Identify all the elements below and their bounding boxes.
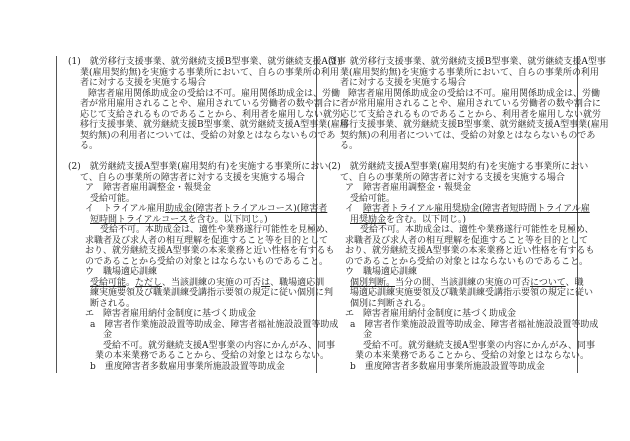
text-line bbox=[85, 236, 328, 247]
text-segment: る。 bbox=[340, 141, 359, 151]
text-line bbox=[350, 299, 431, 310]
underlined-text: 受給可能 bbox=[90, 277, 127, 288]
text-line bbox=[355, 351, 589, 362]
text-segment: 業(雇用契約無)を実施する事業所において、自らの事業所の利用 bbox=[80, 67, 339, 78]
text-line bbox=[85, 204, 327, 215]
text-line bbox=[68, 57, 346, 68]
text-segment: て、自らの事業所の障害者に対する支援を実施する場合 bbox=[80, 172, 305, 183]
text-line bbox=[345, 309, 516, 320]
text-segment: 移行支援事業、就労継続支援B型事業、就労継続支援A型事業(雇用 bbox=[340, 120, 609, 130]
text-line bbox=[90, 215, 268, 226]
text-segment: 受給不可。就労継続支援A型事業の内容にかんがみ、同事 bbox=[363, 340, 596, 351]
text-line bbox=[85, 257, 328, 268]
text-line bbox=[345, 246, 595, 257]
text-segment: (1) 就労移行支援事業、就労継続支援B型事業、就労継続支援A型事 bbox=[68, 57, 346, 67]
text-segment: 受給不可。本助成金は、適性や業務遂行可能性を見極め、 bbox=[360, 225, 594, 235]
text-line bbox=[340, 120, 609, 131]
text-segment: b 重度障害者多数雇用事業所施設設置等助成金 bbox=[350, 361, 545, 372]
text-segment: 断される。 bbox=[90, 298, 136, 309]
text-segment: (2) 就労継続支援A型事業(雇用契約有)を実施する事業所におい bbox=[68, 162, 329, 172]
text-line bbox=[80, 110, 341, 121]
text-segment: を含む。以下同じ。) bbox=[386, 214, 467, 225]
text-segment: て、自らの事業所の障害者に対する支援を実施する場合 bbox=[340, 172, 565, 183]
text-line bbox=[340, 131, 595, 142]
text-line bbox=[90, 194, 135, 205]
text-segment: 業の本来業務であることから、受給の対象とはならない。 bbox=[355, 351, 590, 361]
underlined-text: (障害者トライアルコース)(障害者 bbox=[192, 204, 328, 214]
text-segment: 者に対する支援を実施する場合 bbox=[80, 78, 207, 88]
text-segment: ア 障害者雇用調整金・報奨金 bbox=[85, 183, 212, 193]
text-line bbox=[363, 330, 372, 341]
text-line bbox=[348, 89, 600, 100]
text-segment: ア 障害者雇用調整金・報奨金 bbox=[345, 183, 472, 193]
text-line bbox=[85, 309, 256, 320]
text-segment: 者が常用雇用されることや、雇用されている労働者の数や割合に bbox=[340, 99, 601, 109]
text-line bbox=[345, 236, 588, 247]
underlined-text: について bbox=[530, 277, 566, 288]
text-line bbox=[90, 288, 333, 299]
text-line bbox=[80, 78, 206, 89]
underlined-text: 用奨励金 bbox=[350, 214, 387, 225]
text-line bbox=[350, 362, 545, 373]
text-segment: のであることから受給の対象とはならないものであること。 bbox=[85, 256, 329, 267]
text-line bbox=[340, 78, 466, 89]
text-segment: 業(雇用契約無)を実施する事業所において、自らの事業所の利用 bbox=[340, 67, 599, 78]
text-line bbox=[90, 299, 135, 310]
text-segment: 受給可能。 bbox=[90, 193, 136, 204]
underlined-text: 障害者トライアル雇用奨励金(障害者短時間トライアル雇 bbox=[363, 204, 590, 214]
text-segment: る。 bbox=[80, 141, 99, 151]
text-segment: 、職場適応訓 bbox=[270, 277, 325, 288]
text-segment: エ 障害者雇用納付金制度に基づく助成金 bbox=[85, 309, 257, 319]
underlined-text: 短時間トライアルコース bbox=[90, 214, 188, 225]
text-line bbox=[88, 89, 340, 100]
text-segment: 応じて支給されるものであることから、利用者を雇用しない就労 bbox=[340, 109, 602, 120]
text-line bbox=[68, 162, 328, 173]
text-segment: 応じて支給されるものであることから、利用者を雇用しない就労 bbox=[80, 109, 342, 120]
text-segment: a 障害者作業施設設置等助成金、障害者福祉施設設置等助成 bbox=[90, 319, 339, 330]
text-line bbox=[80, 131, 335, 142]
text-segment: エ 障害者雇用納付金制度に基づく助成金 bbox=[345, 309, 517, 319]
text-line bbox=[90, 320, 338, 331]
text-line bbox=[340, 141, 358, 152]
text-line bbox=[345, 267, 417, 278]
text-line bbox=[340, 68, 599, 79]
text-segment: イ bbox=[345, 204, 364, 214]
text-line bbox=[90, 278, 324, 289]
text-segment: 受給可能。 bbox=[350, 193, 396, 204]
text-segment: 。 bbox=[126, 277, 136, 288]
text-segment: 練実施要領及び職業訓練受講指示要領の規定に従い個別に判 bbox=[90, 288, 334, 298]
text-segment: ウ 職場適応訓練 bbox=[85, 267, 158, 277]
text-segment: 障害者雇用関係助成金の受給は不可。雇用関係助成金は、労働 bbox=[348, 88, 601, 99]
text-segment: を含む。以下同じ。) bbox=[187, 214, 268, 225]
text-line bbox=[85, 267, 157, 278]
text-segment: 個別に判断される。 bbox=[350, 298, 432, 309]
text-segment: 契約無)の利用者については、受給の対象とはならないものであ bbox=[80, 130, 336, 141]
text-line bbox=[95, 351, 329, 362]
text-line bbox=[80, 173, 305, 184]
text-line bbox=[363, 341, 595, 352]
underlined-text: は bbox=[261, 277, 271, 288]
text-line bbox=[350, 278, 584, 289]
text-segment: おり、就労継続支援A型事業の本来業務と近い性格を有するも bbox=[85, 246, 335, 256]
text-segment: 求職者及び求人者の相互理解を促進すること等を目的として bbox=[345, 235, 589, 246]
underlined-text: 個別判断。 bbox=[350, 277, 396, 288]
text-line bbox=[340, 110, 601, 121]
text-line bbox=[80, 99, 341, 110]
text-segment: 契約無)の利用者については、受給の対象とはならないものであ bbox=[340, 130, 596, 141]
text-segment: 金 bbox=[363, 330, 373, 340]
underlined-text: 助成金 bbox=[165, 204, 193, 214]
text-segment: 当分の間、当該訓練の実施の可否 bbox=[395, 277, 531, 288]
text-line bbox=[360, 225, 594, 236]
text-segment: ウ 職場適応訓練 bbox=[345, 267, 418, 277]
text-segment: 者に対する支援を実施する場合 bbox=[340, 78, 467, 88]
text-line bbox=[350, 288, 593, 299]
text-line bbox=[85, 183, 211, 194]
text-line bbox=[80, 68, 339, 79]
text-line bbox=[328, 162, 588, 173]
text-segment: 者が常用雇用されることや、雇用されている労働者の数や割合に bbox=[80, 99, 341, 109]
text-line bbox=[85, 246, 335, 257]
text-segment: イ トライアル雇用 bbox=[85, 204, 166, 214]
underlined-text: ただし bbox=[135, 277, 163, 288]
text-segment: 移行支援事業、就労継続支援B型事業、就労継続支援A型事業(雇用 bbox=[80, 120, 349, 130]
text-segment: 業の本来業務であることから、受給の対象とはならない。 bbox=[95, 351, 330, 361]
table-border-left bbox=[56, 56, 57, 373]
text-segment: 受給不可。就労継続支援A型事業の内容にかんがみ、同事 bbox=[103, 340, 336, 351]
text-line bbox=[350, 215, 466, 226]
text-segment: (1) 就労移行支援事業、就労継続支援B型事業、就労継続支援A型事 bbox=[328, 57, 606, 67]
text-line bbox=[340, 173, 565, 184]
text-segment: 、職 bbox=[565, 277, 584, 288]
text-line bbox=[90, 362, 285, 373]
text-segment: 受給不可。本助成金は、適性や業務遂行可能性を見極め、 bbox=[100, 225, 334, 235]
text-segment: おり、就労継続支援A型事業の本来業務と近い性格を有するも bbox=[345, 246, 595, 256]
text-line bbox=[345, 257, 588, 268]
text-segment: のであることから受給の対象とはならないものであること。 bbox=[345, 256, 589, 267]
text-line bbox=[103, 341, 335, 352]
text-segment: b 重度障害者多数雇用事業所施設設置等助成金 bbox=[90, 361, 285, 372]
text-line bbox=[328, 57, 606, 68]
text-line bbox=[350, 194, 395, 205]
text-line bbox=[340, 99, 601, 110]
text-segment: 場適応訓練実施要領及び職業訓練受講指示要領の規定に従い bbox=[350, 288, 594, 298]
text-line bbox=[350, 320, 598, 331]
text-segment: a 障害者作業施設設置等助成金、障害者福祉施設設置等助成 bbox=[350, 319, 599, 330]
text-segment: (2) 就労継続支援A型事業(雇用契約有)を実施する事業所におい bbox=[328, 162, 589, 172]
text-line bbox=[103, 330, 112, 341]
text-line bbox=[80, 120, 349, 131]
text-segment: 、当該訓練の実施の可否 bbox=[162, 277, 262, 288]
text-segment: 金 bbox=[103, 330, 113, 340]
text-segment: 障害者雇用関係助成金の受給は不可。雇用関係助成金は、労働 bbox=[88, 88, 341, 99]
text-line bbox=[345, 183, 471, 194]
text-line bbox=[345, 204, 590, 215]
text-line bbox=[80, 141, 98, 152]
text-segment: 求職者及び求人者の相互理解を促進すること等を目的として bbox=[85, 235, 329, 246]
text-line bbox=[100, 225, 334, 236]
